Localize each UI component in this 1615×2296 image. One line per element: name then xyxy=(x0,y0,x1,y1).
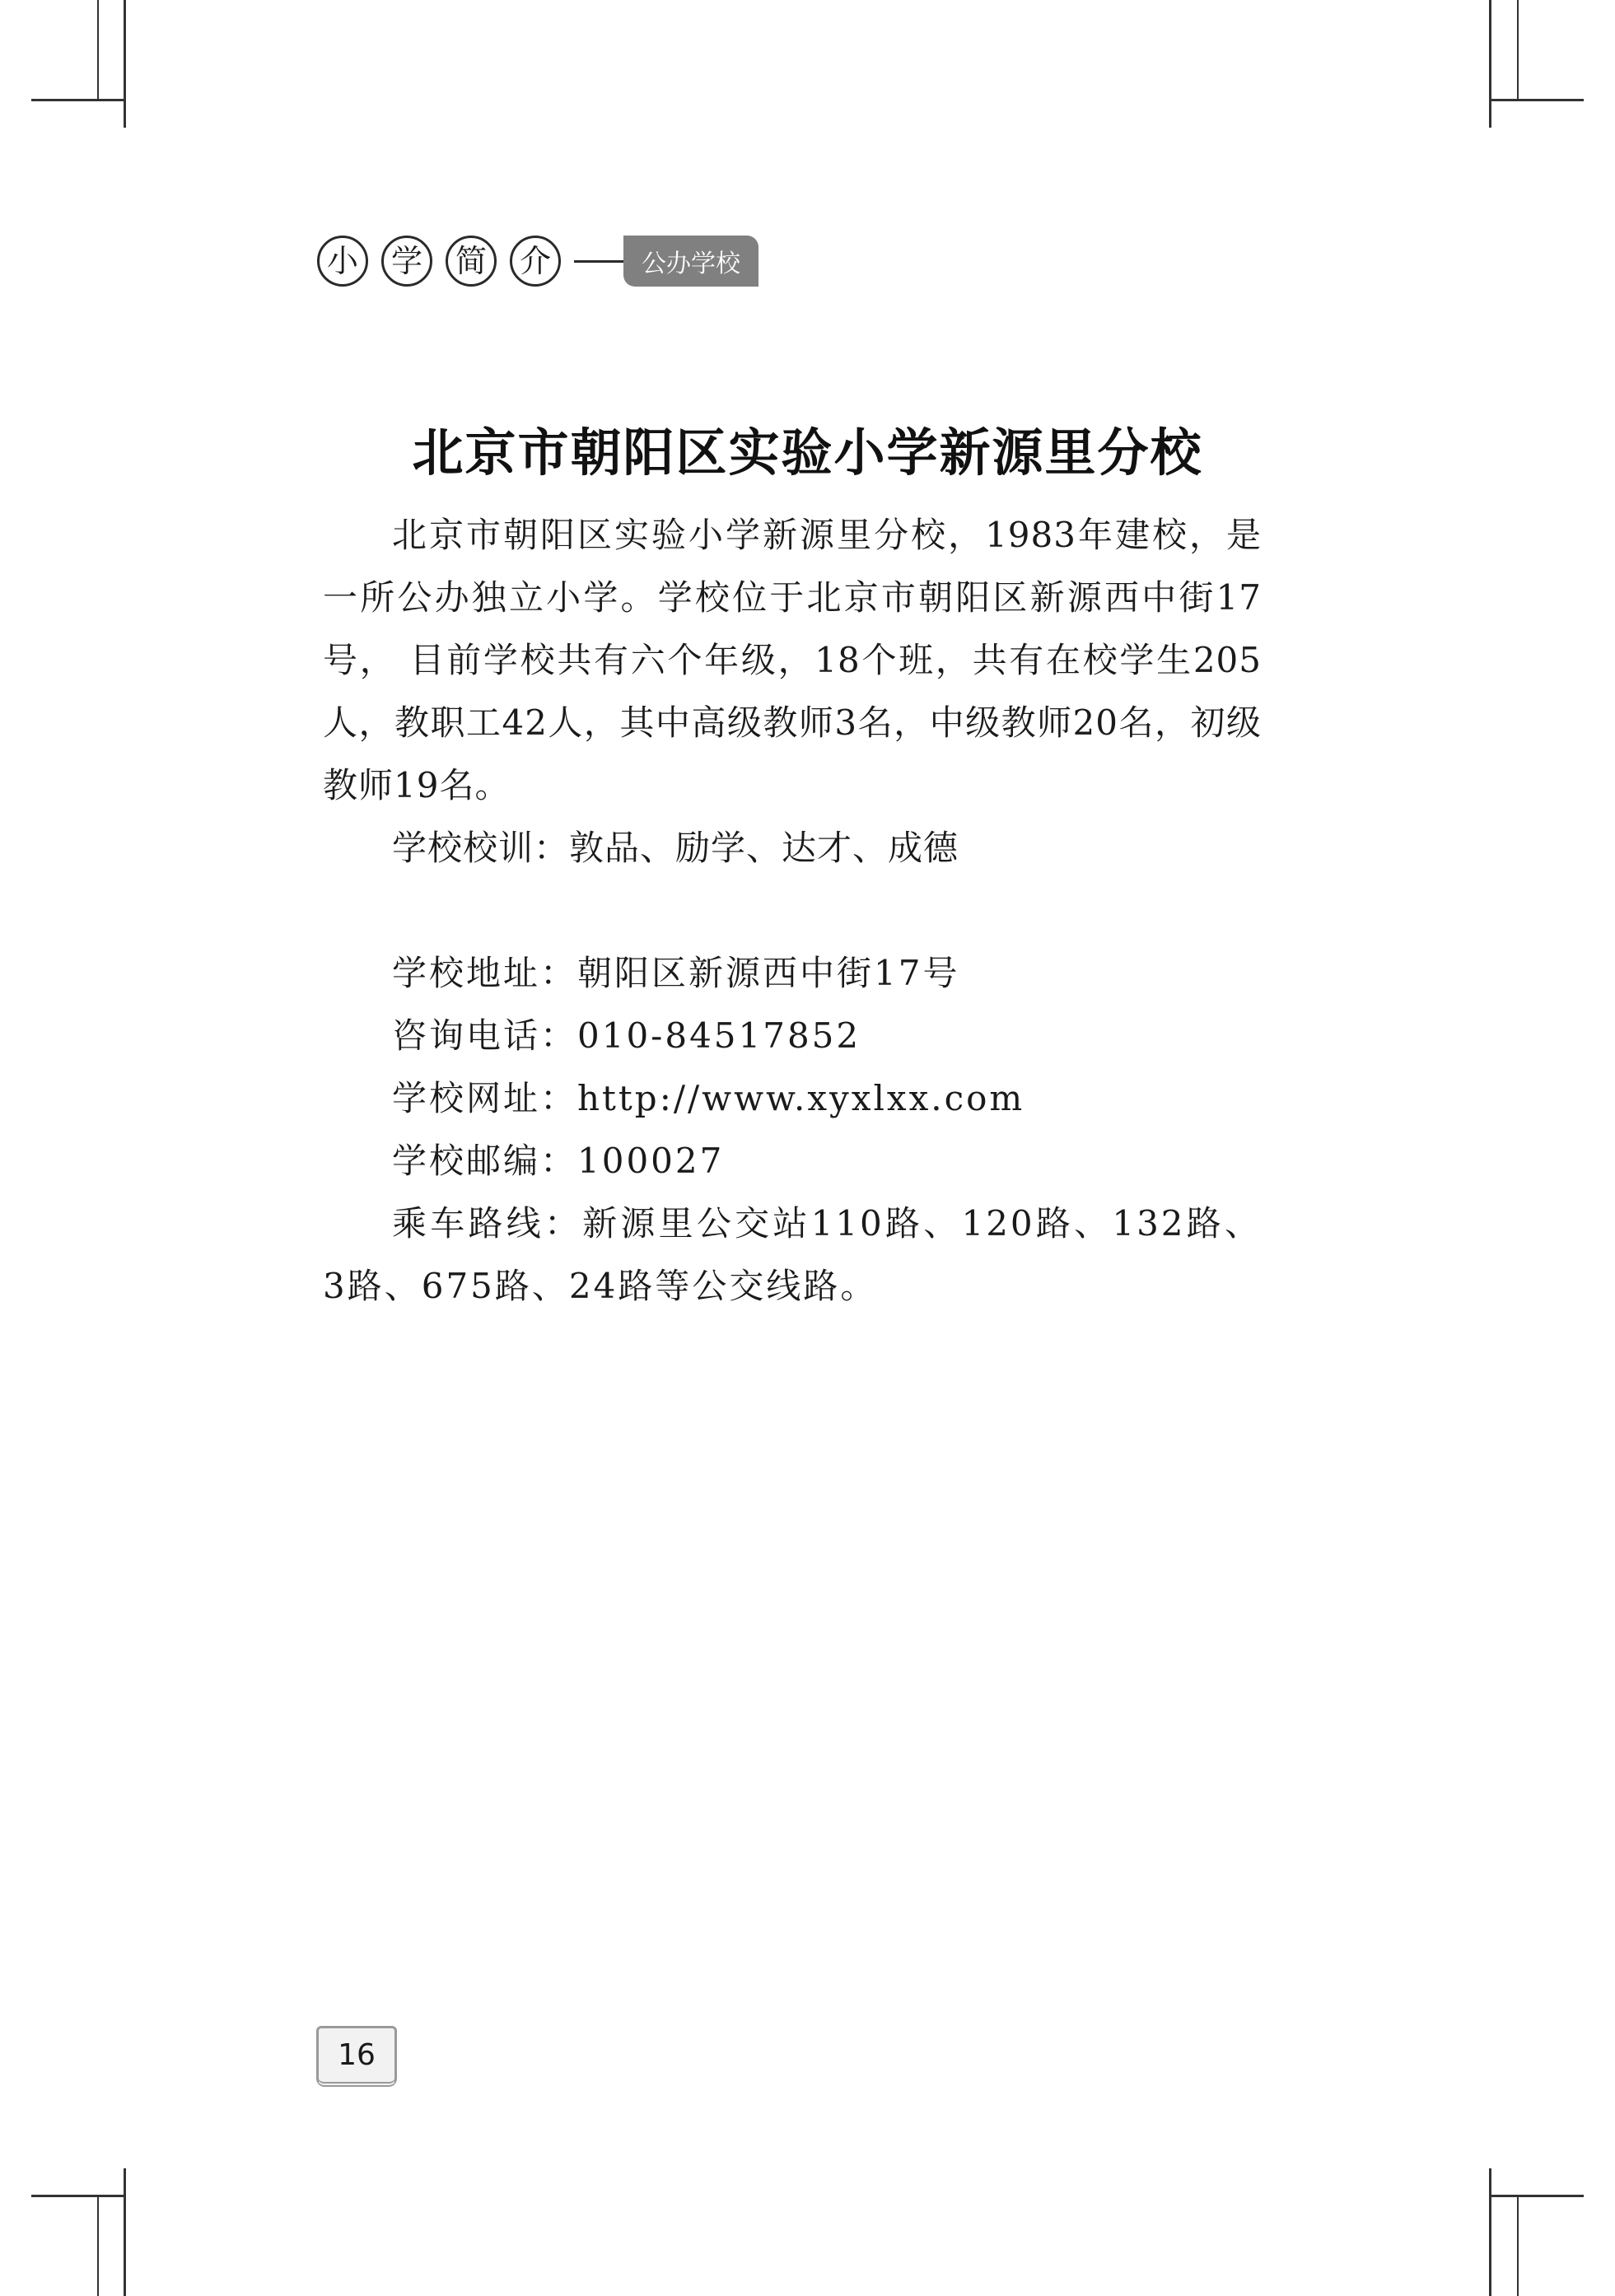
crop-mark xyxy=(1489,99,1584,101)
header-char: 简 xyxy=(446,236,497,287)
phone-line: 咨询电话：010-84517852 xyxy=(392,1015,861,1056)
postcode-line: 学校邮编：100027 xyxy=(392,1141,725,1181)
category-tag: 公办学校 xyxy=(623,236,758,287)
header-char: 介 xyxy=(510,236,561,287)
header-char: 小 xyxy=(317,236,368,287)
crop-mark xyxy=(1489,0,1491,128)
crop-mark xyxy=(124,2168,126,2296)
address-line: 学校地址：朝阳区新源西中街17号 xyxy=(392,953,960,993)
crop-mark xyxy=(1517,0,1519,99)
website-line: 学校网址：http://www.xyxlxx.com xyxy=(392,1078,1025,1118)
bus-route-line: 乘车路线：新源里公交站110路、120路、132路、3路、675路、24路等公交线路。 xyxy=(323,1203,1262,1306)
page-title: 北京市朝阳区实验小学新源里分校 xyxy=(412,422,1203,483)
crop-mark xyxy=(97,0,99,99)
contact-info xyxy=(323,942,1262,1318)
intro-paragraph: 北京市朝阳区实验小学新源里分校，1983年建校，是一所公办独立小学。学校位于北京市朝阳区新源西中街17号， 目前学校共有六个年级，18个班，共有在校学生205人，教职工42人，其中高级教师3名，中级教师20名，初级教师19名。 xyxy=(323,515,1262,805)
section-header xyxy=(317,232,758,290)
crop-mark xyxy=(97,2195,99,2296)
page-number: 16 xyxy=(316,2026,397,2087)
motto-paragraph: 学校校训：敦品、励学、达才、成德 xyxy=(392,828,959,868)
header-char: 学 xyxy=(381,236,432,287)
crop-mark xyxy=(31,99,126,101)
crop-mark xyxy=(124,0,126,128)
spacer xyxy=(323,880,1262,942)
article-body xyxy=(323,504,1262,1318)
crop-mark xyxy=(1517,2195,1519,2296)
crop-mark xyxy=(1489,2168,1491,2296)
crop-mark xyxy=(1489,2195,1584,2197)
crop-mark xyxy=(31,2195,126,2197)
header-connector-line xyxy=(574,260,623,263)
